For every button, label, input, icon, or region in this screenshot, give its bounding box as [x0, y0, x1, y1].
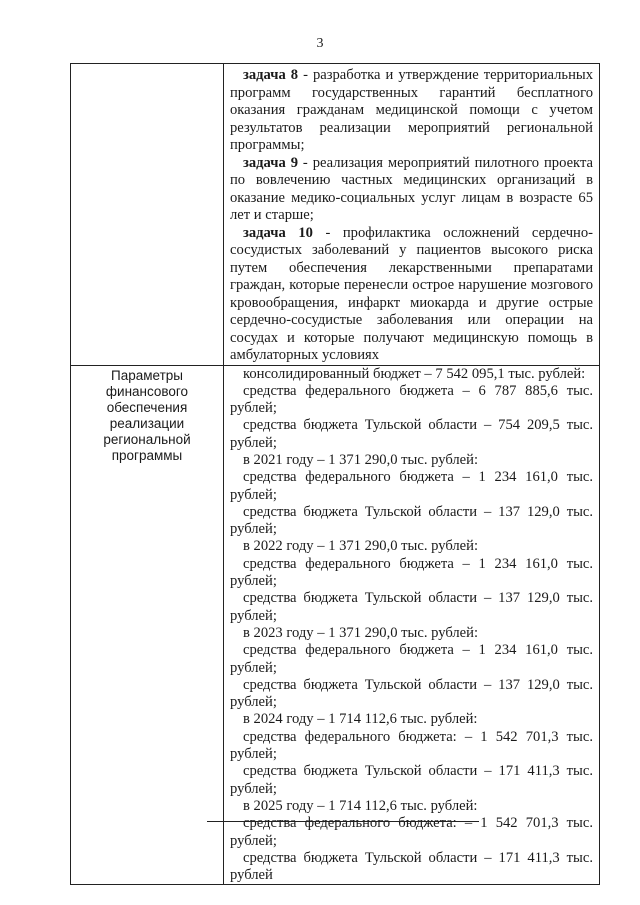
table-row-tasks	[71, 64, 600, 366]
tasks-content-cell	[224, 64, 600, 366]
financing-line: средства федерального бюджета – 1 234 161,0 тыс. рублей;	[230, 469, 593, 503]
financing-line: средства бюджета Тульской области – 754 209,5 тыс. рублей;	[230, 417, 593, 451]
task-10-label: задача 10	[243, 224, 313, 241]
task-8	[230, 67, 593, 155]
table-row-financing	[71, 365, 600, 885]
financing-line: средства федерального бюджета – 1 234 161,0 тыс. рублей;	[230, 555, 593, 590]
financing-line: средства федерального бюджета: – 1 542 701,3 тыс. рублей;	[230, 815, 593, 849]
task-8-label: задача 8	[243, 67, 299, 83]
financing-line: средства бюджета Тульской области – 171 411,3 тыс. рублей;	[230, 763, 593, 797]
financing-line: в 2021 году – 1 371 290,0 тыс. рублей:	[243, 451, 479, 468]
financing-line: в 2022 году – 1 371 290,0 тыс. рублей:	[243, 538, 479, 555]
task-10	[230, 225, 593, 365]
financing-content-cell	[224, 365, 600, 885]
task-9-label: задача 9	[243, 154, 298, 171]
tasks-label-cell	[71, 64, 224, 366]
financing-line: средства федерального бюджета – 1 234 161,0 тыс. рублей;	[230, 642, 593, 676]
task-10-text: - профилактика осложнений сердечно-сосудистых заболеваний у пациентов высокого риска путем обеспечения лекарственными препаратами граждан, которые перенесли острое нарушение мозгового кровообращения, инфаркт миокарда и другие острые сердечно-сосудистые заболевания или операции на сосудах и которые получают медицинскую помощь в амбулаторных условиях	[230, 224, 593, 363]
financing-line: средства бюджета Тульской области – 137 129,0 тыс. рублей;	[230, 503, 593, 538]
financing-line: в 2025 году – 1 714 112,6 тыс. рублей:	[243, 797, 478, 814]
financing-line: средства бюджета Тульской области – 171 411,3 тыс. рублей	[230, 849, 593, 884]
financing-label: Параметры финансового обеспечения реализации региональной программы	[103, 367, 191, 463]
task-8-text: - разработка и утверждение территориальных программ государственных гарантий бесплатного оказания гражданам медицинской помощи с учетом результатов реализации мероприятий региональной программы;	[230, 67, 593, 153]
financing-line: консолидированный бюджет – 7 542 095,1 тыс. рублей:	[243, 365, 586, 382]
financing-lines	[224, 366, 599, 885]
financing-line: в 2023 году – 1 371 290,0 тыс. рублей:	[243, 624, 479, 641]
financing-line: средства бюджета Тульской области – 137 129,0 тыс. рублей;	[230, 590, 593, 624]
page-number: 3	[316, 36, 324, 51]
financing-line: средства федерального бюджета – 6 787 885,6 тыс. рублей;	[230, 382, 593, 417]
task-9-text: - реализация мероприятий пилотного проекта по вовлечению частных медицинских организаций в оказание медико-социальных услуг лицам в возрасте 65 лет и старше;	[230, 154, 593, 223]
footer-divider	[207, 821, 479, 822]
program-table	[70, 63, 600, 885]
financing-label-cell	[71, 365, 224, 885]
task-9	[230, 155, 593, 225]
financing-line: средства бюджета Тульской области – 137 129,0 тыс. рублей;	[230, 676, 593, 711]
financing-line: средства федерального бюджета: – 1 542 701,3 тыс. рублей;	[230, 728, 593, 763]
financing-line: в 2024 году – 1 714 112,6 тыс. рублей:	[243, 711, 478, 728]
